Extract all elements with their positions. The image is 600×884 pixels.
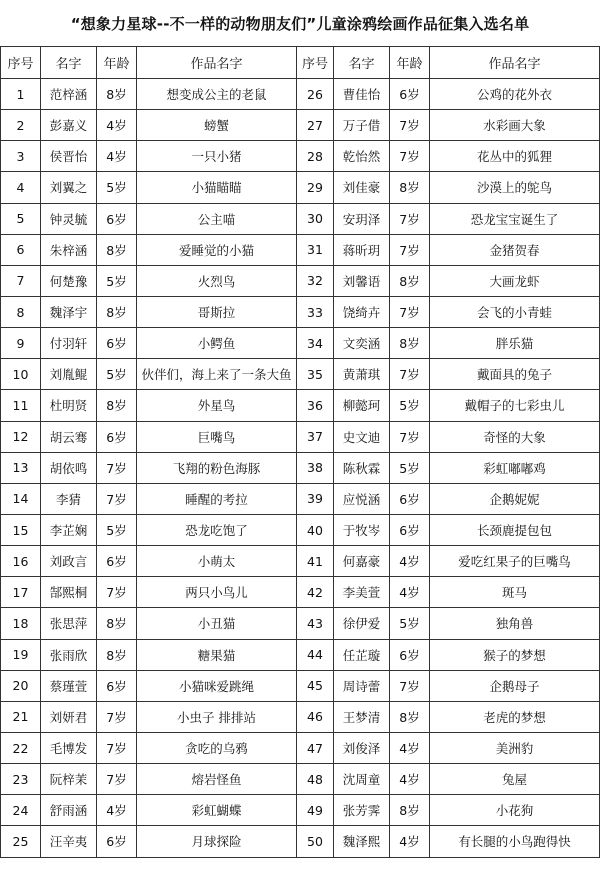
cell-age: 6岁 (390, 483, 430, 514)
cell-name: 毛博发 (41, 732, 97, 763)
cell-work: 猴子的梦想 (430, 639, 600, 670)
cell-work: 月球探险 (137, 826, 297, 857)
cell-work: 贪吃的乌鸦 (137, 732, 297, 763)
cell-work: 两只小鸟儿 (137, 577, 297, 608)
table-row (1, 452, 600, 483)
cell-name: 柳懿珂 (334, 390, 390, 421)
cell-name: 刘政言 (41, 546, 97, 577)
table-row (1, 328, 600, 359)
cell-no: 5 (1, 203, 41, 234)
cell-no: 3 (1, 141, 41, 172)
cell-age: 6岁 (97, 203, 137, 234)
cell-age: 8岁 (97, 79, 137, 110)
cell-no: 39 (297, 483, 334, 514)
cell-age: 5岁 (97, 514, 137, 545)
cell-no: 12 (1, 421, 41, 452)
cell-name: 沈周童 (334, 764, 390, 795)
cell-name: 乾怡然 (334, 141, 390, 172)
winners-table (0, 46, 600, 858)
cell-name: 黄萧琪 (334, 359, 390, 390)
cell-work: 独角兽 (430, 608, 600, 639)
cell-no: 29 (297, 172, 334, 203)
cell-name: 刘胤鲲 (41, 359, 97, 390)
header-work: 作品名字 (137, 47, 297, 79)
cell-work: 外星鸟 (137, 390, 297, 421)
cell-name: 何楚豫 (41, 265, 97, 296)
cell-no: 33 (297, 296, 334, 327)
cell-work: 彩虹嘟嘟鸡 (430, 452, 600, 483)
cell-work: 兔屋 (430, 764, 600, 795)
cell-work: 小花狗 (430, 795, 600, 826)
cell-no: 44 (297, 639, 334, 670)
table-row (1, 701, 600, 732)
cell-work: 彩虹蝴蝶 (137, 795, 297, 826)
cell-work: 爱吃红果子的巨嘴鸟 (430, 546, 600, 577)
cell-age: 8岁 (97, 390, 137, 421)
cell-no: 26 (297, 79, 334, 110)
cell-age: 5岁 (390, 608, 430, 639)
cell-name: 胡云骞 (41, 421, 97, 452)
cell-name: 何嘉豪 (334, 546, 390, 577)
cell-name: 刘馨语 (334, 265, 390, 296)
table-row (1, 234, 600, 265)
table-row (1, 265, 600, 296)
cell-name: 刘佳豪 (334, 172, 390, 203)
cell-name: 安玥泽 (334, 203, 390, 234)
cell-age: 7岁 (97, 701, 137, 732)
cell-no: 37 (297, 421, 334, 452)
cell-age: 6岁 (97, 546, 137, 577)
cell-work: 小猫瞄瞄 (137, 172, 297, 203)
cell-age: 7岁 (97, 764, 137, 795)
table-row (1, 514, 600, 545)
cell-name: 张芳霁 (334, 795, 390, 826)
cell-no: 40 (297, 514, 334, 545)
cell-age: 4岁 (390, 732, 430, 763)
cell-no: 9 (1, 328, 41, 359)
table-body (1, 79, 600, 858)
cell-work: 美洲豹 (430, 732, 600, 763)
cell-work: 小萌太 (137, 546, 297, 577)
cell-work: 想变成公主的老鼠 (137, 79, 297, 110)
cell-age: 6岁 (97, 670, 137, 701)
cell-work: 巨嘴鸟 (137, 421, 297, 452)
cell-name: 蒋昕玥 (334, 234, 390, 265)
table-row (1, 110, 600, 141)
table-row (1, 203, 600, 234)
cell-name: 刘翼之 (41, 172, 97, 203)
cell-age: 6岁 (390, 639, 430, 670)
cell-age: 7岁 (97, 483, 137, 514)
cell-work: 火烈鸟 (137, 265, 297, 296)
cell-age: 5岁 (97, 359, 137, 390)
cell-age: 7岁 (97, 577, 137, 608)
table-row (1, 141, 600, 172)
cell-name: 朱梓涵 (41, 234, 97, 265)
cell-age: 7岁 (97, 452, 137, 483)
cell-work: 螃蟹 (137, 110, 297, 141)
cell-no: 4 (1, 172, 41, 203)
cell-no: 27 (297, 110, 334, 141)
cell-work: 长颈鹿提包包 (430, 514, 600, 545)
cell-age: 8岁 (97, 296, 137, 327)
cell-name: 史文迪 (334, 421, 390, 452)
table-row (1, 421, 600, 452)
cell-no: 18 (1, 608, 41, 639)
cell-name: 徐伊爱 (334, 608, 390, 639)
cell-no: 30 (297, 203, 334, 234)
cell-work: 沙漠上的鸵鸟 (430, 172, 600, 203)
cell-name: 张思萍 (41, 608, 97, 639)
cell-age: 8岁 (390, 701, 430, 732)
table-row (1, 296, 600, 327)
cell-no: 24 (1, 795, 41, 826)
cell-name: 汪辛夷 (41, 826, 97, 857)
cell-work: 花丛中的狐狸 (430, 141, 600, 172)
cell-no: 6 (1, 234, 41, 265)
cell-work: 飞翔的粉色海豚 (137, 452, 297, 483)
cell-work: 熔岩怪鱼 (137, 764, 297, 795)
table-row (1, 639, 600, 670)
cell-work: 小丑猫 (137, 608, 297, 639)
cell-work: 小猫咪爱跳绳 (137, 670, 297, 701)
cell-age: 6岁 (97, 826, 137, 857)
cell-age: 7岁 (390, 296, 430, 327)
cell-work: 小鳄鱼 (137, 328, 297, 359)
cell-name: 王梦清 (334, 701, 390, 732)
table-row (1, 795, 600, 826)
cell-age: 8岁 (390, 328, 430, 359)
cell-age: 6岁 (390, 79, 430, 110)
cell-age: 6岁 (390, 514, 430, 545)
header-row (1, 47, 600, 79)
cell-name: 舒雨涵 (41, 795, 97, 826)
cell-name: 魏泽宇 (41, 296, 97, 327)
cell-work: 睡醒的考拉 (137, 483, 297, 514)
cell-no: 21 (1, 701, 41, 732)
header-name: 名字 (334, 47, 390, 79)
cell-no: 11 (1, 390, 41, 421)
table-row (1, 764, 600, 795)
cell-work: 胖乐猫 (430, 328, 600, 359)
cell-name: 陈秋霖 (334, 452, 390, 483)
cell-age: 4岁 (390, 577, 430, 608)
cell-age: 4岁 (97, 110, 137, 141)
cell-name: 阮梓茉 (41, 764, 97, 795)
header-age: 年龄 (97, 47, 137, 79)
cell-age: 4岁 (390, 826, 430, 857)
cell-no: 41 (297, 546, 334, 577)
cell-work: 伙伴们，海上来了一条大鱼 (137, 359, 297, 390)
cell-age: 8岁 (390, 795, 430, 826)
cell-age: 7岁 (390, 421, 430, 452)
cell-name: 李美萱 (334, 577, 390, 608)
page-title: “想象力星球--不一样的动物朋友们”儿童涂鸦绘画作品征集入选名单 (70, 14, 530, 33)
cell-name: 周诗蕾 (334, 670, 390, 701)
cell-work: 企鹅妮妮 (430, 483, 600, 514)
cell-name: 魏泽熙 (334, 826, 390, 857)
cell-no: 22 (1, 732, 41, 763)
cell-age: 8岁 (390, 172, 430, 203)
cell-work: 金猪贺春 (430, 234, 600, 265)
cell-name: 杜明贤 (41, 390, 97, 421)
table-row (1, 577, 600, 608)
header-work: 作品名字 (430, 47, 600, 79)
cell-work: 爱睡觉的小猫 (137, 234, 297, 265)
cell-no: 19 (1, 639, 41, 670)
cell-age: 8岁 (390, 265, 430, 296)
cell-name: 任芷璇 (334, 639, 390, 670)
cell-work: 公主喵 (137, 203, 297, 234)
header-no: 序号 (1, 47, 41, 79)
cell-no: 50 (297, 826, 334, 857)
cell-work: 戴面具的兔子 (430, 359, 600, 390)
cell-name: 侯晋怡 (41, 141, 97, 172)
table-row (1, 483, 600, 514)
header-no: 序号 (297, 47, 334, 79)
header-name: 名字 (41, 47, 97, 79)
cell-no: 47 (297, 732, 334, 763)
cell-no: 15 (1, 514, 41, 545)
cell-age: 5岁 (390, 452, 430, 483)
table-row (1, 390, 600, 421)
cell-age: 8岁 (97, 608, 137, 639)
cell-no: 20 (1, 670, 41, 701)
cell-name: 应悦涵 (334, 483, 390, 514)
cell-name: 曹佳怡 (334, 79, 390, 110)
cell-age: 7岁 (390, 203, 430, 234)
cell-name: 蔡瑾萱 (41, 670, 97, 701)
cell-no: 35 (297, 359, 334, 390)
cell-work: 会飞的小青蛙 (430, 296, 600, 327)
cell-age: 6岁 (97, 421, 137, 452)
table-row (1, 732, 600, 763)
cell-work: 哥斯拉 (137, 296, 297, 327)
cell-name: 刘俊泽 (334, 732, 390, 763)
cell-name: 文奕涵 (334, 328, 390, 359)
cell-name: 彭嘉义 (41, 110, 97, 141)
cell-work: 一只小猪 (137, 141, 297, 172)
cell-name: 范梓涵 (41, 79, 97, 110)
cell-age: 6岁 (97, 328, 137, 359)
cell-work: 斑马 (430, 577, 600, 608)
table-row (1, 359, 600, 390)
cell-age: 4岁 (390, 764, 430, 795)
cell-age: 7岁 (97, 732, 137, 763)
cell-name: 张雨欣 (41, 639, 97, 670)
cell-work: 小虫子 排排站 (137, 701, 297, 732)
cell-age: 4岁 (97, 795, 137, 826)
cell-no: 34 (297, 328, 334, 359)
cell-name: 钟灵毓 (41, 203, 97, 234)
table-row (1, 670, 600, 701)
cell-no: 32 (297, 265, 334, 296)
cell-age: 5岁 (97, 265, 137, 296)
cell-no: 38 (297, 452, 334, 483)
cell-work: 老虎的梦想 (430, 701, 600, 732)
cell-name: 李猜 (41, 483, 97, 514)
table-row (1, 608, 600, 639)
cell-work: 糖果猫 (137, 639, 297, 670)
cell-age: 5岁 (97, 172, 137, 203)
cell-no: 49 (297, 795, 334, 826)
cell-no: 42 (297, 577, 334, 608)
cell-no: 7 (1, 265, 41, 296)
table-row (1, 546, 600, 577)
cell-no: 45 (297, 670, 334, 701)
cell-no: 48 (297, 764, 334, 795)
table-row (1, 172, 600, 203)
cell-name: 李芷娴 (41, 514, 97, 545)
cell-no: 13 (1, 452, 41, 483)
table-row (1, 826, 600, 857)
cell-age: 4岁 (390, 546, 430, 577)
cell-no: 1 (1, 79, 41, 110)
cell-age: 8岁 (97, 639, 137, 670)
cell-work: 恐龙吃饱了 (137, 514, 297, 545)
cell-age: 5岁 (390, 390, 430, 421)
cell-no: 8 (1, 296, 41, 327)
cell-work: 公鸡的花外衣 (430, 79, 600, 110)
cell-name: 饶绮卉 (334, 296, 390, 327)
cell-no: 46 (297, 701, 334, 732)
cell-age: 8岁 (97, 234, 137, 265)
cell-no: 23 (1, 764, 41, 795)
cell-no: 43 (297, 608, 334, 639)
cell-age: 4岁 (97, 141, 137, 172)
cell-name: 付羽轩 (41, 328, 97, 359)
cell-age: 7岁 (390, 110, 430, 141)
cell-no: 16 (1, 546, 41, 577)
cell-work: 企鹅母子 (430, 670, 600, 701)
cell-age: 7岁 (390, 234, 430, 265)
cell-no: 2 (1, 110, 41, 141)
cell-work: 水彩画大象 (430, 110, 600, 141)
cell-work: 奇怪的大象 (430, 421, 600, 452)
cell-no: 17 (1, 577, 41, 608)
cell-name: 刘妍君 (41, 701, 97, 732)
cell-no: 14 (1, 483, 41, 514)
cell-name: 郜熙桐 (41, 577, 97, 608)
cell-no: 10 (1, 359, 41, 390)
cell-no: 31 (297, 234, 334, 265)
cell-work: 恐龙宝宝诞生了 (430, 203, 600, 234)
cell-age: 7岁 (390, 359, 430, 390)
cell-no: 25 (1, 826, 41, 857)
cell-work: 戴帽子的七彩虫儿 (430, 390, 600, 421)
cell-age: 7岁 (390, 141, 430, 172)
cell-name: 胡依鸣 (41, 452, 97, 483)
header-age: 年龄 (390, 47, 430, 79)
cell-work: 有长腿的小鸟跑得快 (430, 826, 600, 857)
cell-age: 7岁 (390, 670, 430, 701)
cell-name: 于牧岑 (334, 514, 390, 545)
table-row (1, 79, 600, 110)
cell-name: 万子借 (334, 110, 390, 141)
cell-no: 36 (297, 390, 334, 421)
cell-work: 大画龙虾 (430, 265, 600, 296)
cell-no: 28 (297, 141, 334, 172)
